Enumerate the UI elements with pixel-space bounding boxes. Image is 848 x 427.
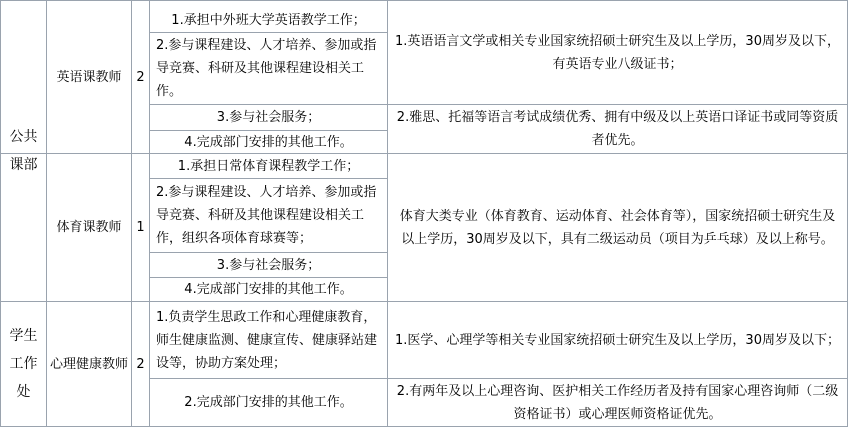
position-count: 1 (136, 220, 145, 235)
duty-item: 2.参与课程建设、人才培养、参加或指导竞赛、科研及其他课程建设相关工作。 (156, 38, 377, 99)
position-title: 心理健康教师 (49, 356, 128, 372)
duty-item: 3.参与社会服务； (216, 110, 321, 125)
duty-item: 2.完成部门安排的其他工作。 (184, 395, 353, 410)
duty-item: 4.完成部门安排的其他工作。 (184, 134, 353, 150)
requirement-item: 2.有两年及以上心理咨询、医护相关工作经历者及持有国家心理咨询师（二级资格证书）或心理医师资格证优先。 (396, 383, 839, 422)
requirement-item: 1.医学、心理学等相关专业国家统招硕士研究生及以上学历，30周岁及以下； (395, 332, 840, 348)
duty-item: 1.负责学生思政工作和心理健康教育，师生健康监测、健康宣传、健康驿站建设等，协助方案处理； (156, 309, 378, 371)
duty-item: 3.参与社会服务； (216, 257, 321, 273)
requirement-item: 1.英语语言文学或相关专业国家统招硕士研究生及以上学历，30周岁及以下，有英语专业八级证书； (395, 33, 840, 72)
duty-item: 1.承担中外班大学英语教学工作； (171, 12, 366, 28)
position-count: 2 (136, 356, 145, 372)
position-title: 体育课教师 (56, 220, 122, 235)
duty-item: 1.承担日常体育课程教学工作； (177, 158, 360, 174)
department-name: 公共课部 (9, 129, 38, 173)
requirement-item: 体育大类专业（体育教育、运动体育、社会体育等），国家统招硕士研究生及以上学历，30周岁及以下，具有二级运动员（项目为乒乓球）及以上称号。 (399, 208, 836, 247)
duty-item: 2.参与课程建设、人才培养、参加或指导竞赛、科研及其他课程建设相关工作，组织各项体育球赛等； (156, 185, 377, 246)
department-name: 学生工作处 (9, 328, 38, 400)
position-count: 2 (136, 69, 145, 85)
position-title: 英语课教师 (56, 69, 122, 85)
duty-item: 4.完成部门安排的其他工作。 (184, 282, 353, 297)
requirement-item: 2.雅思、托福等语言考试成绩优秀、拥有中级及以上英语口译证书或同等资质者优先。 (396, 110, 839, 148)
